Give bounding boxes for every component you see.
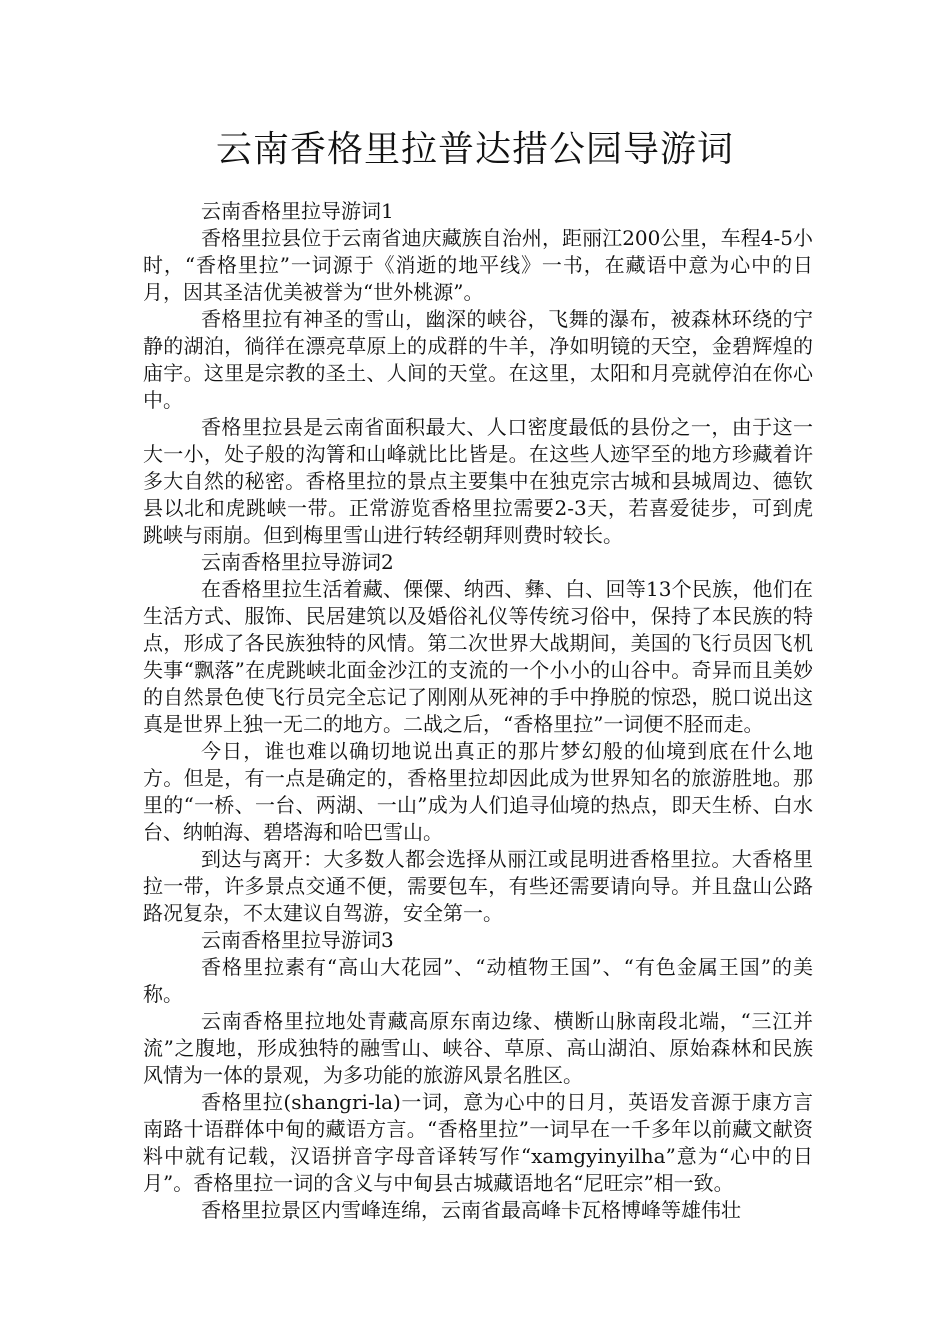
paragraph: 香格里拉县是云南省面积最大、人口密度最低的县份之一，由于这一大一小，处子般的沟箐和山峰就比比皆是。在这些人迹罕至的地方珍藏着许多大自然的秘密。香格里拉的景点主要集中在独克宗古城和县城周边、德钦县以北和虎跳峡一带。正常游览香格里拉需要2-3天，若喜爱徒步，可到虎跳峡与雨崩。但到梅里雪山进行转经朝拜则费时较长。 <box>143 415 813 547</box>
paragraph: 云南香格里拉地处青藏高原东南边缘、横断山脉南段北端，“三江并流”之腹地，形成独特的融雪山、峡谷、草原、高山湖泊、原始森林和民族风情为一体的景观，为多功能的旅游风景名胜区。 <box>143 1009 813 1087</box>
paragraph: 香格里拉素有“高山大花园”、“动植物王国”、“有色金属王国”的美称。 <box>143 955 813 1006</box>
paragraph: 在香格里拉生活着藏、傈僳、纳西、彝、白、回等13个民族，他们在生活方式、服饰、民居建筑以及婚俗礼仪等传统习俗中，保持了本民族的特点，形成了各民族独特的风情。第二次世界大战期间，美国的飞行员因飞机失事“飘落”在虎跳峡北面金沙江的支流的一个小小的山谷中。奇异而且美妙的自然景色使飞行员完全忘记了刚刚从死神的手中挣脱的惊恐，脱口说出这真是世界上独一无二的地方。二战之后，“香格里拉”一词便不胫而走。 <box>143 577 813 736</box>
paragraph: 今日，谁也难以确切地说出真正的那片梦幻般的仙境到底在什么地方。但是，有一点是确定的，香格里拉却因此成为世界知名的旅游胜地。那里的“一桥、一台、两湖、一山”成为人们追寻仙境的热点，即天生桥、白水台、纳帕海、碧塔海和哈巴雪山。 <box>143 739 813 844</box>
document-title: 云南香格里拉普达措公园导游词 <box>215 129 734 170</box>
section-heading: 云南香格里拉导游词3 <box>201 928 394 952</box>
paragraph: 香格里拉县位于云南省迪庆藏族自治州，距丽江200公里，车程4-5小时，“香格里拉”一词源于《消逝的地平线》一书，在藏语中意为心中的日月，因其圣洁优美被誉为“世外桃源”。 <box>143 226 813 304</box>
paragraph: 香格里拉(shangri-la)一词，意为心中的日月，英语发音源于康方言南路十语群体中甸的藏语方言。“香格里拉”一词早在一千多年以前藏文献资料中就有记载，汉语拼音字母音译转写作“xamgyinyilha”意为“心中的日月”。香格里拉一词的含义与中甸县古城藏语地名“尼旺宗”相一致。 <box>143 1090 813 1195</box>
document-body <box>143 198 813 1224</box>
paragraph: 香格里拉景区内雪峰连绵，云南省最高峰卡瓦格博峰等雄伟壮 <box>201 1198 741 1222</box>
paragraph: 香格里拉有神圣的雪山，幽深的峡谷，飞舞的瀑布，被森林环绕的宁静的湖泊，徜徉在漂亮草原上的成群的牛羊，净如明镜的天空，金碧辉煌的庙宇。这里是宗教的圣土、人间的天堂。在这里，太阳和月亮就停泊在你心中。 <box>143 307 813 412</box>
section-heading: 云南香格里拉导游词1 <box>201 199 394 223</box>
paragraph: 到达与离开：大多数人都会选择从丽江或昆明进香格里拉。大香格里拉一带，许多景点交通不便，需要包车，有些还需要请向导。并且盘山公路路况复杂，不太建议自驾游，安全第一。 <box>143 847 813 925</box>
section-heading: 云南香格里拉导游词2 <box>201 550 394 574</box>
